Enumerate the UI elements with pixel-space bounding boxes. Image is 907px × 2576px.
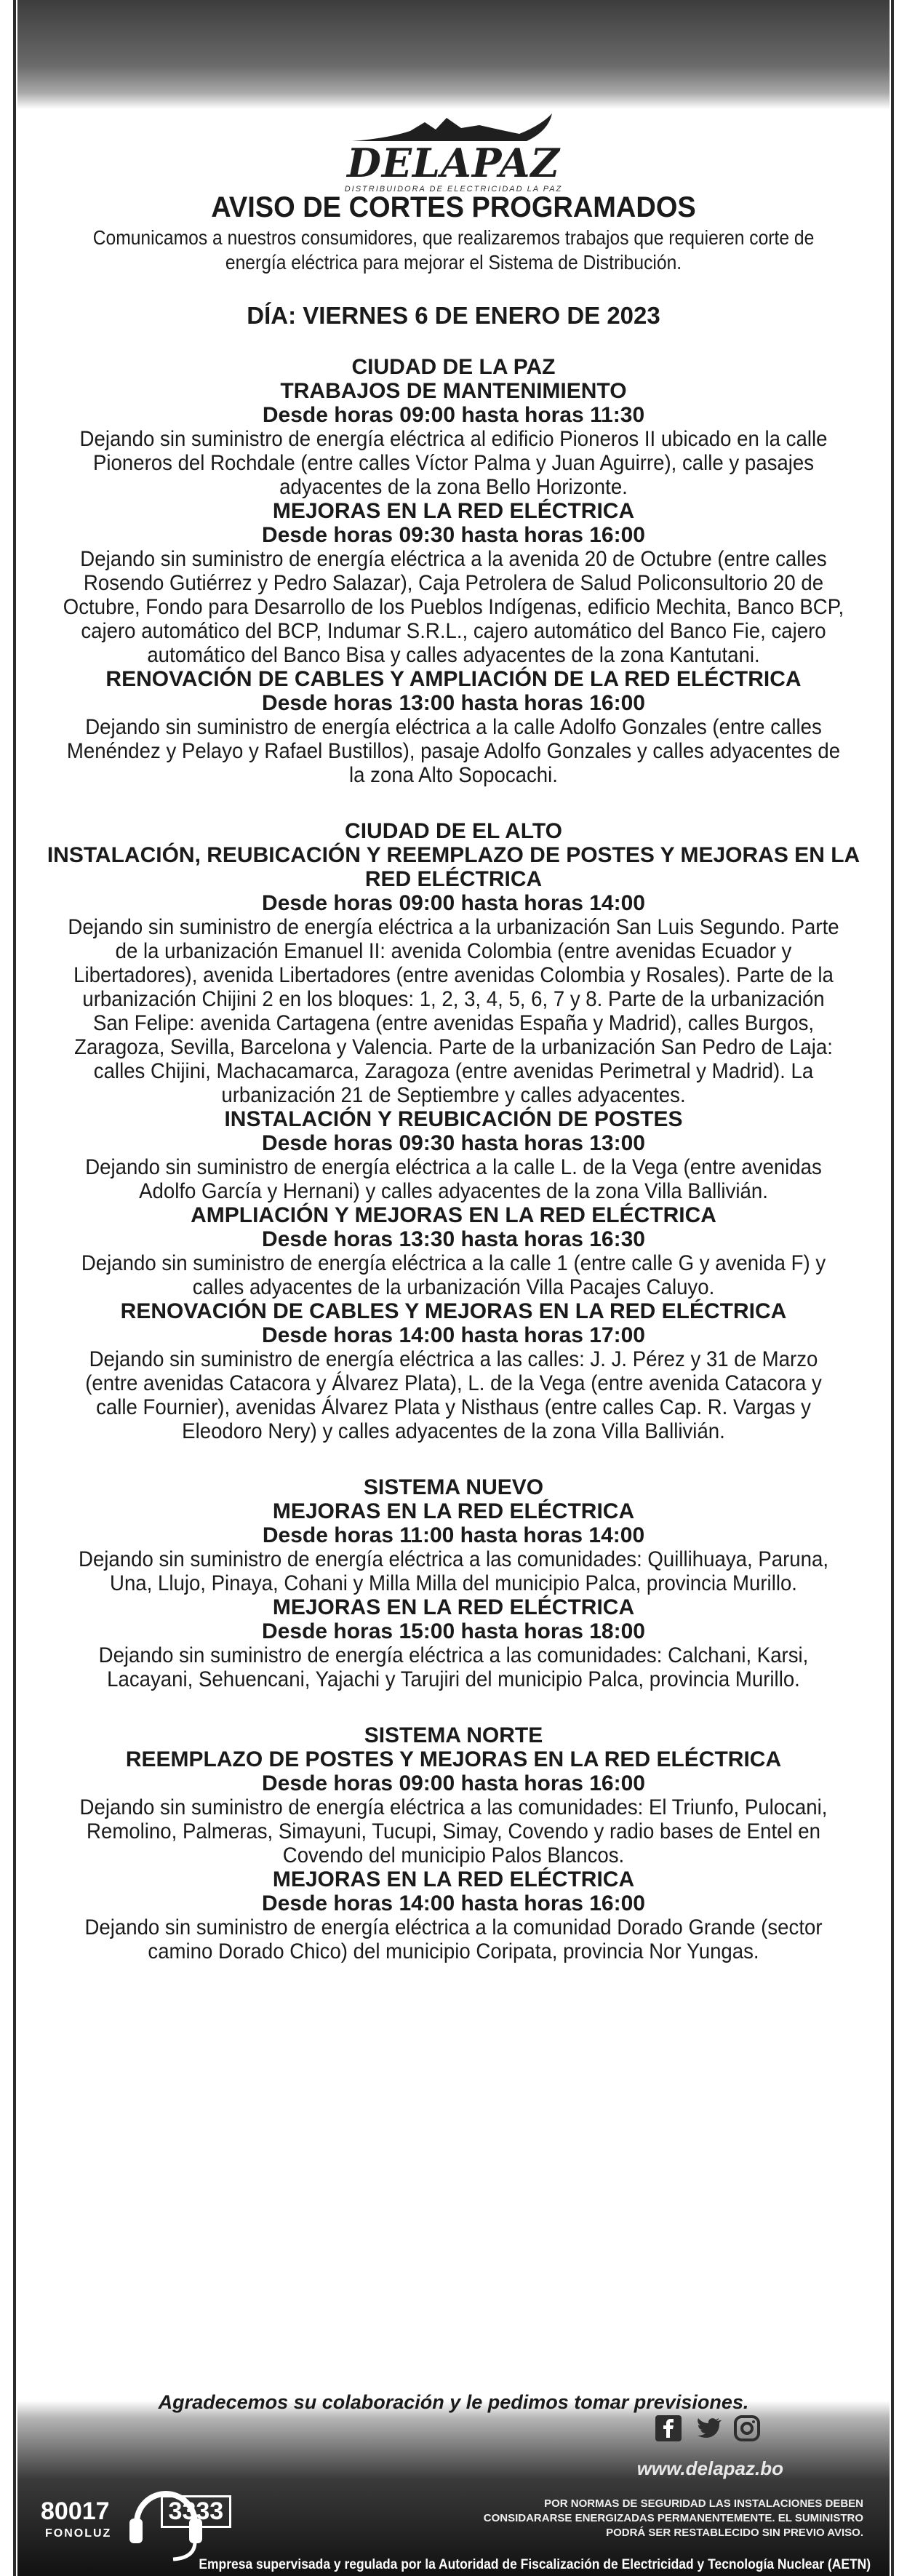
work-type: MEJORAS EN LA RED ELÉCTRICA (272, 499, 635, 523)
work-type: MEJORAS EN LA RED ELÉCTRICA (272, 1595, 635, 1619)
outage-section (29, 355, 878, 787)
outage-hours: Desde horas 09:00 hasta horas 16:00 (262, 1771, 645, 1795)
outage-item (29, 1747, 878, 1867)
outage-item (29, 499, 878, 667)
outage-description: Dejando sin suministro de energía eléctrica a las comunidades: El Triunfo, Pulocani, Remolino, Palmeras, Simayuni, Tucupi, Simay, Covendo y radio bases de Entel en Covendo del municipio Palos Blancos. (79, 1795, 828, 1867)
outage-description: Dejando sin suministro de energía eléctrica a las calles: J. J. Pérez y 31 de Marzo (entre avenidas Catacora y Álvarez Plata), L. de la Vega (entre avenida Catacora y calle Fournier), avenidas Álvarez Plata y Nisthaus (entre calles Cap. R. Vargas y Eleodoro Nery) y calles adyacentes de la zona Villa Ballivián. (85, 1347, 822, 1443)
outage-description: Dejando sin suministro de energía eléctrica a la calle 1 (entre calle G y avenida F) y calles adyacentes de la urbanización Villa Pacajes Caluyo. (81, 1251, 826, 1299)
work-type: AMPLIACIÓN Y MEJORAS EN LA RED ELÉCTRICA (191, 1203, 716, 1227)
outage-item (29, 1299, 878, 1443)
phone-number[interactable] (41, 2495, 231, 2528)
outage-section (29, 819, 878, 1443)
notice-body (29, 191, 878, 1995)
outage-hours: Desde horas 13:00 hasta horas 16:00 (262, 691, 645, 715)
thanks-text: Agradecemos su colaboración y le pedimos tomar previsiones. (158, 2391, 749, 2413)
outage-item (29, 843, 878, 1107)
phone-label: FONOLUZ (45, 2527, 112, 2540)
work-type: INSTALACIÓN Y REUBICACIÓN DE POSTES (224, 1107, 683, 1131)
outage-hours: Desde horas 13:30 hasta horas 16:30 (262, 1227, 645, 1251)
notice-title: AVISO DE CORTES PROGRAMADOS (211, 191, 696, 223)
section-location: CIUDAD DE EL ALTO (345, 819, 562, 843)
notice-day: DÍA: VIERNES 6 DE ENERO DE 2023 (247, 302, 660, 329)
outage-item (29, 1203, 878, 1299)
intro-text: Comunicamos a nuestros consumidores, que realizaremos trabajos que requieren corte de energía eléctrica para mejorar el Sistema de Distribución. (92, 226, 815, 274)
outage-description: Dejando sin suministro de energía eléctrica a la urbanización San Luis Segundo. Parte de la urbanización Emanuel II: avenida Colombia (entre avenidas Ecuador y Libertadores), avenida Libertadores (entre avenidas Colombia y Rosales). Parte de la urbanización Chijini 2 en los bloques: 1, 2, 3, 4, 5, 6, 7 y 8. Parte de la urbanización San Felipe: avenida Cartagena (entre avenidas España y Madrid), calles Burgos, Zaragoza, Sevilla, Barcelona y Valencia. Parte de la urbanización San Pedro de Laja: calles Chijini, Machacamarca, Zaragoza (entre avenidas Perimetral y Madrid). La urbanización 21 de Septiembre y calles adyacentes. (68, 915, 839, 1107)
instagram-icon[interactable] (732, 2414, 762, 2443)
work-type: RENOVACIÓN DE CABLES Y AMPLIACIÓN DE LA RED ELÉCTRICA (105, 667, 802, 691)
outage-hours: Desde horas 09:00 hasta horas 14:00 (262, 891, 645, 915)
social-icons (654, 2414, 762, 2443)
outage-hours: Desde horas 09:30 hasta horas 13:00 (262, 1131, 645, 1155)
sections-list (29, 355, 878, 1963)
facebook-icon[interactable] (654, 2414, 683, 2443)
section-location: SISTEMA NUEVO (363, 1475, 544, 1499)
work-type: RENOVACIÓN DE CABLES Y MEJORAS EN LA RED ELÉCTRICA (120, 1299, 787, 1323)
website-link[interactable]: www.delapaz.bo (636, 2457, 783, 2479)
section-location: CIUDAD DE LA PAZ (351, 355, 556, 379)
section-location: SISTEMA NORTE (364, 1723, 543, 1747)
twitter-icon[interactable] (693, 2414, 722, 2443)
outage-item (29, 1107, 878, 1203)
phone-prefix: 80017 (41, 2497, 110, 2525)
outage-item (29, 379, 878, 499)
brand-logo (0, 109, 907, 194)
outage-description: Dejando sin suministro de energía eléctrica a las comunidades: Quillihuaya, Paruna, Una, Llujo, Pinaya, Cohani y Milla Milla del municipio Palca, provincia Murillo. (79, 1547, 828, 1595)
brand-subtitle: DISTRIBUIDORA DE ELECTRICIDAD LA PAZ (344, 185, 563, 194)
outage-hours: Desde horas 11:00 hasta horas 14:00 (262, 1523, 645, 1547)
outage-hours: Desde horas 09:30 hasta horas 16:00 (262, 523, 645, 547)
outage-item (29, 1867, 878, 1963)
outage-item (29, 667, 878, 787)
outage-description: Dejando sin suministro de energía eléctrica a la calle L. de la Vega (entre avenidas Adolfo García y Hernani) y calles adyacentes de la zona Villa Ballivián. (85, 1155, 822, 1203)
work-type: INSTALACIÓN, REUBICACIÓN Y REEMPLAZO DE POSTES Y MEJORAS EN LA RED ELÉCTRICA (47, 843, 860, 891)
outage-hours: Desde horas 14:00 hasta horas 16:00 (262, 1891, 645, 1915)
outage-description: Dejando sin suministro de energía eléctrica a las comunidades: Calchani, Karsi, Lacayani, Sehuencani, Yajachi y Tarujiri del municipio Palca, provincia Murillo. (98, 1643, 809, 1691)
brand-name: DELAPAZ (347, 140, 560, 186)
outage-description: Dejando sin suministro de energía eléctrica al edificio Pioneros II ubicado en la calle Pioneros del Rochdale (entre calles Víctor Palma y Juan Aguirre), calle y pasajes adyacentes de la zona Bello Horizonte. (79, 427, 828, 499)
outage-description: Dejando sin suministro de energía eléctrica a la comunidad Dorado Grande (sector camino Dorado Chico) del municipio Coripata, provincia Nor Yungas. (84, 1915, 823, 1963)
outage-hours: Desde horas 15:00 hasta horas 18:00 (262, 1619, 645, 1643)
work-type: MEJORAS EN LA RED ELÉCTRICA (272, 1499, 635, 1523)
outage-hours: Desde horas 09:00 hasta horas 11:30 (262, 403, 645, 427)
phone-suffix: 3333 (161, 2495, 232, 2528)
outage-section (29, 1723, 878, 1963)
work-type: MEJORAS EN LA RED ELÉCTRICA (272, 1867, 635, 1891)
outage-description: Dejando sin suministro de energía eléctrica a la calle Adolfo Gonzales (entre calles Menéndez y Pelayo y Rafael Bustillos), pasaje Adolfo Gonzales y calles adyacentes de la zona Alto Sopocachi. (66, 715, 841, 787)
regulator-text: Empresa supervisada y regulada por la Autoridad de Fiscalización de Electricidad y Tecnología Nuclear (AETN) (199, 2557, 871, 2572)
outage-item (29, 1595, 878, 1691)
outage-item (29, 1499, 878, 1595)
work-type: REEMPLAZO DE POSTES Y MEJORAS EN LA RED ELÉCTRICA (125, 1747, 782, 1771)
legal-notice: POR NORMAS DE SEGURIDAD LAS INSTALACIONES DEBEN CONSIDARARSE ENERGIZADAS PERMANENTEMENTE. EL SUMINISTRO PODRÁ SER RESTABLECIDO SIN PREVIO AVISO. (483, 2497, 863, 2539)
outage-description: Dejando sin suministro de energía eléctrica a la avenida 20 de Octubre (entre calles Rosendo Gutiérrez y Pedro Salazar), Caja Petrolera de Salud Policonsultorio 20 de Octubre, Fondo para Desarrollo de los Pueblos Indígenas, edificio Mechita, Banco BCP, cajero automático del BCP, Indumar S.R.L., cajero automático del Banco Fie, cajero automático del Banco Bisa y calles adyacentes de la zona Kantutani. (63, 547, 844, 667)
work-type: TRABAJOS DE MANTENIMIENTO (280, 379, 627, 403)
outage-hours: Desde horas 14:00 hasta horas 17:00 (262, 1323, 645, 1347)
outage-section (29, 1475, 878, 1691)
